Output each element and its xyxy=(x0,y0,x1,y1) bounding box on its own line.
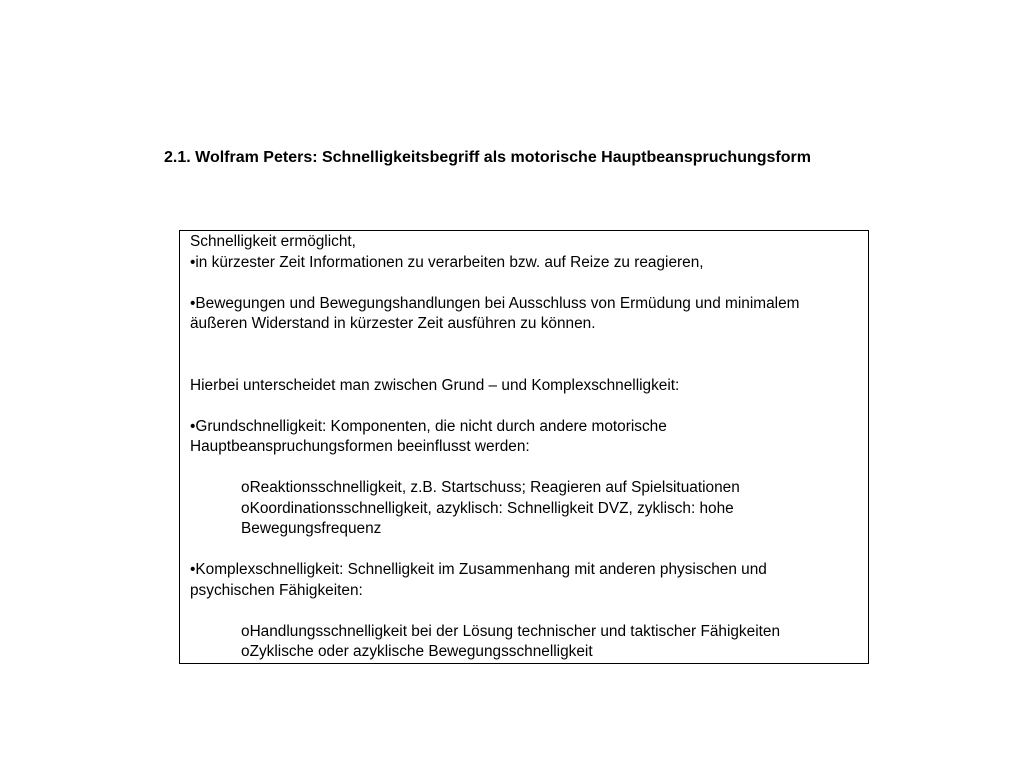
bullet-icon: • xyxy=(190,561,196,578)
spacer xyxy=(190,335,858,356)
sub-item xyxy=(190,642,858,663)
bullet-icon: • xyxy=(190,294,196,312)
sub-item-text: Zyklische oder azyklische Bewegungsschnelligkeit xyxy=(249,643,593,660)
bullet-item xyxy=(190,560,858,581)
spacer xyxy=(190,458,858,479)
sub-item xyxy=(190,499,858,520)
spacer xyxy=(190,540,858,561)
sub-item-text: Handlungsschnelligkeit bei der Lösung technischer und taktischer Fähigkeiten xyxy=(249,622,781,640)
circle-bullet-icon: o xyxy=(241,499,250,517)
distinction-text: Hierbei unterscheidet man zwischen Grund – und Komplexschnelligkeit: xyxy=(190,376,680,394)
sub-item-text: Reaktionsschnelligkeit, z.B. Startschuss; Reagieren auf Spielsituationen xyxy=(249,479,740,496)
spacer xyxy=(190,355,858,376)
spacer xyxy=(190,601,858,622)
bullet-icon: • xyxy=(190,417,196,435)
bullet-text: Grundschnelligkeit: Komponenten, die nicht durch andere motorische xyxy=(195,417,667,435)
sub-item xyxy=(190,622,858,643)
content-box xyxy=(179,230,869,664)
sub-item xyxy=(190,478,858,499)
circle-bullet-icon: o xyxy=(241,643,250,660)
spacer xyxy=(190,273,858,294)
circle-bullet-icon: o xyxy=(241,622,250,640)
sub-item-text: Koordinationsschnelligkeit, azyklisch: Schnelligkeit DVZ, zyklisch: hohe xyxy=(249,499,734,517)
bullet-item xyxy=(190,417,858,438)
bullet-item xyxy=(190,253,858,274)
bullet-continuation: psychischen Fähigkeiten: xyxy=(190,581,363,599)
bullet-text: Komplexschnelligkeit: Schnelligkeit im Zusammenhang mit anderen physischen und xyxy=(195,561,767,578)
bullet-item xyxy=(190,294,858,315)
slide-title: 2.1. Wolfram Peters: Schnelligkeitsbegriff als motorische Hauptbeanspruchungsform xyxy=(164,149,811,166)
intro-text: Schnelligkeit ermöglicht, xyxy=(190,233,356,250)
bullet-continuation: Hauptbeanspruchungsformen beeinflusst werden: xyxy=(190,438,530,455)
bullet-continuation: äußeren Widerstand in kürzester Zeit ausführen zu können. xyxy=(190,315,596,332)
bullet-icon: • xyxy=(190,253,196,271)
circle-bullet-icon: o xyxy=(241,479,250,496)
sub-item-continuation: Bewegungsfrequenz xyxy=(241,520,382,537)
spacer xyxy=(190,396,858,417)
bullet-text: Bewegungen und Bewegungshandlungen bei Ausschluss von Ermüdung und minimalem xyxy=(195,294,800,312)
bullet-text: in kürzester Zeit Informationen zu verarbeiten bzw. auf Reize zu reagieren, xyxy=(195,253,704,271)
